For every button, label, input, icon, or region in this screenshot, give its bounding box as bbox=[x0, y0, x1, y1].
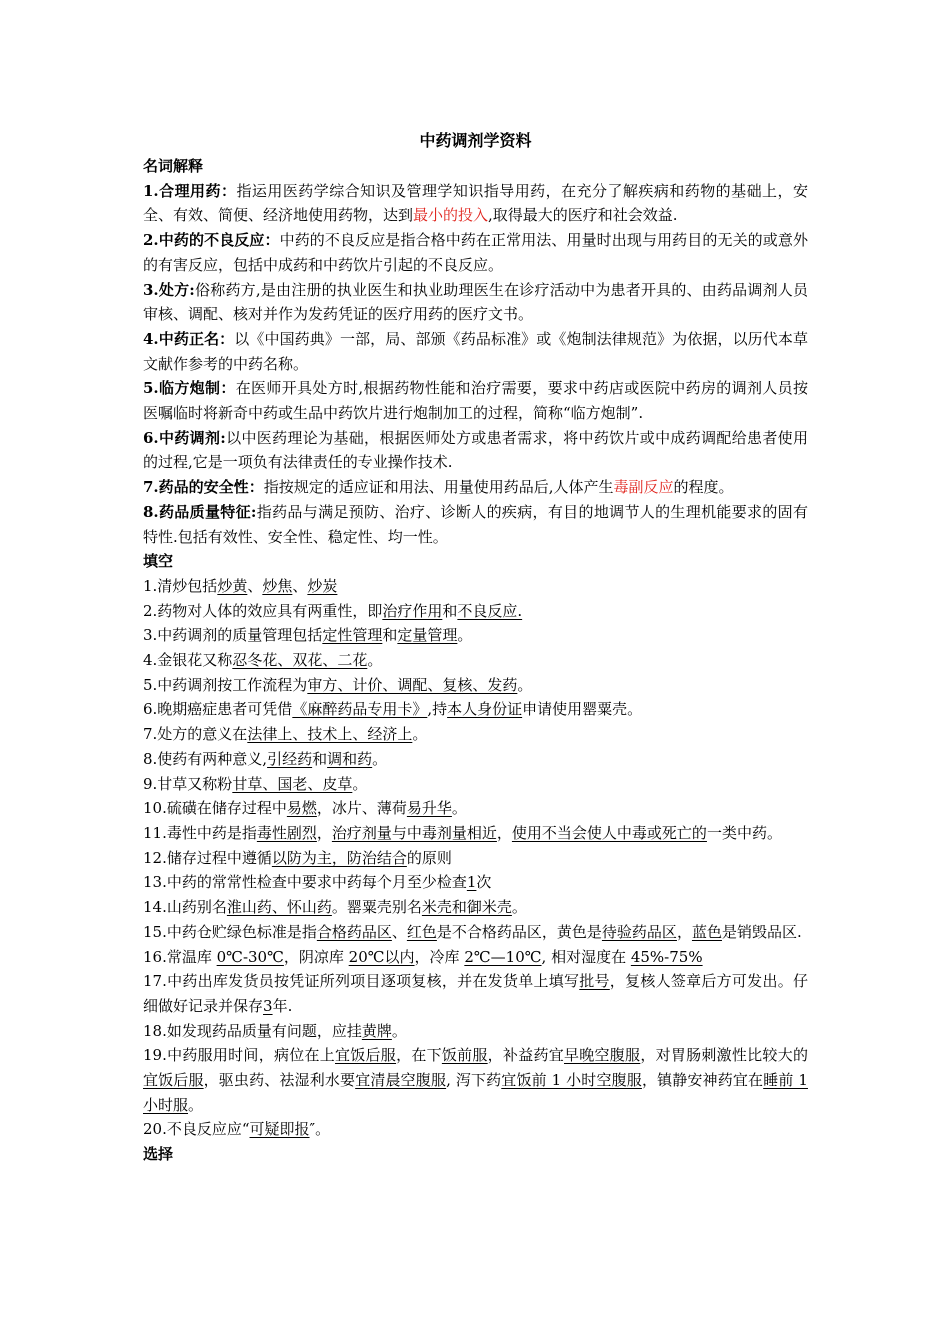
question-text: 的原则 bbox=[406, 848, 452, 867]
question-text: 7.处方的意义在 bbox=[143, 725, 248, 744]
answer-blank: 宜饭后服 bbox=[335, 1046, 397, 1065]
highlight-text: 毒副反应 bbox=[613, 478, 674, 497]
question-text: ，冰片、薄荷 bbox=[316, 799, 407, 818]
definition-term: 8.药品质量特征: bbox=[143, 502, 257, 521]
answer-blank: 定量管理 bbox=[397, 626, 458, 645]
question-text: 是不合格药品区，黄色是 bbox=[436, 922, 602, 941]
definition-text: 俗称药方,是由注册的执业医生和执业助理医生在诊疗活动中为患者开具的、由药品调剂人员审核、调配、核对并作为发药凭证的医疗用药的医疗文书。 bbox=[143, 280, 808, 324]
question-text: 11.毒性中药是指 bbox=[143, 823, 257, 842]
fill-blank-item bbox=[143, 599, 808, 624]
question-text: 12.储存过程中遵循 bbox=[143, 848, 272, 867]
answer-blank: 不良反应. bbox=[457, 601, 523, 620]
answer-blank: 炒黄 bbox=[217, 576, 248, 595]
answer-blank: 治疗剂量与中毒剂量相近 bbox=[331, 823, 497, 842]
definition-text: 在医师开具处方时,根据药物性能和治疗需要，要求中药店或医院中药房的调剂人员按医嘱临时将新奇中药或生品中药饮片进行炮制加工的过程，简称“临方炮制”. bbox=[143, 379, 808, 423]
answer-blank: 炒炭 bbox=[307, 576, 338, 595]
definition-text: 指药品与满足预防、治疗、诊断人的疾病，有目的地调节人的生理机能要求的固有特性.包括有效性、安全性、稳定性、均一性。 bbox=[143, 502, 808, 546]
question-text: ，复核人签章后方可发出。仔细做好记录并保存 bbox=[143, 972, 808, 1015]
answer-blank: 20℃以内 bbox=[348, 947, 415, 966]
question-text: 5.中药调剂按工作流程为 bbox=[143, 675, 308, 694]
question-text: 和 bbox=[312, 749, 328, 768]
question-text: 。 bbox=[372, 749, 388, 768]
answer-blank: 米壳和御米壳 bbox=[421, 898, 512, 917]
definition-term: 2.中药的不良反应： bbox=[143, 231, 280, 250]
definition-item bbox=[143, 228, 808, 277]
question-text: 19.中药服用时间，病位在上 bbox=[143, 1046, 336, 1065]
question-text: 15.中药仓贮绿色标准是指 bbox=[143, 922, 317, 941]
question-text: ，驱虫药、祛湿利水要 bbox=[203, 1071, 356, 1090]
fill-blank-item bbox=[143, 1019, 808, 1044]
fill-blank-item bbox=[143, 722, 808, 747]
question-text: 是销毁品区. bbox=[721, 922, 802, 941]
question-text: ，阴凉库 bbox=[283, 947, 349, 966]
question-text: ，对胃肠刺激性比较大的 bbox=[640, 1046, 808, 1065]
question-text: 、 bbox=[391, 922, 407, 941]
question-text: 17.中药出库发货员按凭证所列项目逐项复核，并在发货单上填写 bbox=[143, 972, 580, 991]
highlight-text: 最小的投入 bbox=[413, 206, 489, 225]
definition-text: 中药的不良反应是指合格中药在正常用法、用量时出现与用药目的无关的或意外的有害反应，包括中成药和中药饮片引起的不良反应。 bbox=[143, 231, 808, 274]
definition-term: 1.合理用药： bbox=[143, 181, 237, 200]
answer-blank: 0℃-30℃ bbox=[216, 947, 284, 966]
question-text: 4.金银花又称 bbox=[143, 651, 233, 670]
answer-blank: 可疑即报 bbox=[249, 1120, 310, 1139]
fill-blank-item bbox=[143, 772, 808, 797]
question-text: 、 bbox=[292, 576, 308, 595]
answer-blank: 忍冬花、双花、二花 bbox=[232, 651, 368, 670]
definition-item: 7.药品的安全性：指按规定的适应证和用法、用量使用药品后,人体产生毒副反应的程度。 bbox=[143, 478, 734, 497]
question-text: 。 bbox=[517, 675, 533, 694]
question-text: 和 bbox=[442, 601, 458, 620]
question-text: 。 bbox=[391, 1021, 407, 1040]
definition-term: 4.中药正名： bbox=[143, 329, 235, 348]
answer-blank: 定性管理 bbox=[322, 626, 383, 645]
answer-blank: 蓝色 bbox=[691, 922, 722, 941]
fill-blank-item bbox=[143, 870, 808, 895]
answer-blank: 1 bbox=[466, 873, 477, 892]
question-text: 。罂粟壳别名 bbox=[331, 898, 422, 917]
answer-blank: 治疗作用 bbox=[382, 601, 443, 620]
question-text: 2.药物对人体的效应具有两重性，即 bbox=[143, 601, 383, 620]
fill-blank-list bbox=[143, 574, 808, 1142]
answer-blank: 待验药品区 bbox=[601, 922, 677, 941]
answer-blank: 淮山药、怀山药 bbox=[226, 898, 332, 917]
question-text: 。 bbox=[367, 651, 383, 670]
answer-blank: 宜饭后服 bbox=[143, 1071, 204, 1090]
definition-item bbox=[143, 376, 808, 425]
question-text: 和 bbox=[382, 626, 398, 645]
answer-blank: 炒焦 bbox=[262, 576, 293, 595]
fill-blank-item bbox=[143, 846, 808, 871]
question-text: , 相对湿度在 bbox=[541, 947, 631, 966]
fill-blank-item bbox=[143, 697, 808, 722]
answer-blank: 引经药 bbox=[267, 749, 313, 768]
question-text: 8.使药有两种意义, bbox=[143, 749, 268, 768]
question-text: ,持 bbox=[427, 700, 448, 719]
question-text: 一类中药。 bbox=[706, 823, 782, 842]
definitions-list bbox=[143, 179, 808, 550]
answer-blank: 以防为主，防治结合 bbox=[271, 848, 407, 867]
definition-term: 5.临方炮制： bbox=[143, 379, 236, 398]
definition-item bbox=[143, 500, 808, 549]
definition-item: 1.合理用药：指运用医药学综合知识及管理学知识指导用药，在充分了解疾病和药物的基础上，安全、有效、简便、经济地使用药物，达到最小的投入,取得最大的医疗和社会效益. bbox=[143, 181, 808, 225]
answer-blank: 早晚空腹服 bbox=[564, 1046, 641, 1065]
definition-item bbox=[143, 278, 808, 327]
question-text: 16.常温库 bbox=[143, 947, 217, 966]
fill-blank-item bbox=[143, 920, 808, 945]
fill-blank-item bbox=[143, 747, 808, 772]
definition-item bbox=[143, 327, 808, 376]
definition-item bbox=[143, 426, 808, 475]
question-text: 。 bbox=[511, 898, 527, 917]
question-text: 年. bbox=[272, 996, 293, 1015]
document-title: 中药调剂学资料 bbox=[419, 131, 532, 150]
definition-text: 指运用医药学综合知识及管理学知识指导用药，在充分了解疾病和药物的基础上，安全、有效、简便、经济地使用药物，达到 bbox=[143, 181, 808, 225]
fill-blank-item bbox=[143, 648, 808, 673]
answer-blank: 本人身份证 bbox=[447, 700, 523, 719]
fill-blank-item bbox=[143, 821, 808, 846]
answer-blank: 宜饭前 1 小时空腹服 bbox=[501, 1071, 642, 1090]
question-text: 。 bbox=[352, 774, 368, 793]
answer-blank: 黄牌 bbox=[361, 1021, 392, 1040]
definition-term: 3.处方: bbox=[143, 280, 195, 299]
question-text: ，镇静安神药宜在 bbox=[641, 1071, 764, 1090]
section-heading-fill: 填空 bbox=[143, 552, 174, 571]
question-text: 13.中药的常常性检查中要求中药每个月至少检查 bbox=[143, 873, 467, 892]
question-text: 、 bbox=[247, 576, 263, 595]
fill-blank-item bbox=[143, 623, 808, 648]
fill-blank-item bbox=[143, 895, 808, 920]
definition-text: 指按规定的适应证和用法、用量使用药品后,人体产生 bbox=[263, 478, 614, 497]
question-text: 申请使用罂粟壳。 bbox=[522, 700, 643, 719]
question-text: ， bbox=[496, 823, 512, 842]
answer-blank: 易升华 bbox=[406, 799, 452, 818]
answer-blank: 使用不当会使人中毒或死亡的 bbox=[511, 823, 707, 842]
fill-blank-item bbox=[143, 1117, 808, 1142]
answer-blank: 饭前服 bbox=[441, 1046, 488, 1065]
question-text: 6.晚期癌症患者可凭借 bbox=[143, 700, 293, 719]
question-text: 10.硫磺在储存过程中 bbox=[143, 799, 287, 818]
question-text: ，在下 bbox=[396, 1046, 442, 1065]
question-text: 。 bbox=[412, 725, 428, 744]
question-text: 9.甘草又称粉 bbox=[143, 774, 233, 793]
fill-blank-item bbox=[143, 969, 808, 1018]
answer-blank: 45%-75% bbox=[630, 947, 703, 966]
answer-blank: 2℃—10℃ bbox=[464, 947, 542, 966]
question-text: 。 bbox=[188, 1095, 204, 1114]
question-text: ， bbox=[676, 922, 692, 941]
definition-term: 6.中药调剂: bbox=[143, 428, 226, 447]
answer-blank: 毒性剧烈 bbox=[256, 823, 317, 842]
question-text: 。 bbox=[457, 626, 473, 645]
answer-blank: 易燃 bbox=[286, 799, 317, 818]
definition-text: 以《中国药典》一部，局、部颁《药品标准》或《炮制法律规范》为依据，以历代本草文献作参考的中药名称。 bbox=[143, 329, 808, 373]
answer-blank: 法律上、技术上、经济上 bbox=[247, 725, 413, 744]
answer-blank: 宜清晨空腹服 bbox=[355, 1071, 447, 1090]
question-text: 3.中药调剂的质量管理包括 bbox=[143, 626, 323, 645]
question-text: 18.如发现药品质量有问题，应挂 bbox=[143, 1021, 362, 1040]
fill-blank-item bbox=[143, 574, 808, 599]
question-text: 20.不良反应应“ bbox=[143, 1120, 250, 1139]
question-text: , 泻下药 bbox=[446, 1071, 502, 1090]
answer-blank: 合格药品区 bbox=[316, 922, 392, 941]
answer-blank: 红色 bbox=[406, 922, 437, 941]
answer-blank: 《麻醉药品专用卡》 bbox=[292, 700, 428, 719]
fill-blank-item bbox=[143, 673, 808, 698]
definition-term: 7.药品的安全性： bbox=[143, 478, 264, 497]
fill-blank-item bbox=[143, 945, 808, 970]
definition-text: 以中医药理论为基础，根据医师处方或患者需求，将中药饮片或中成药调配给患者使用的过程,它是一项负有法律责任的专业操作技术. bbox=[143, 428, 808, 472]
fill-blank-item bbox=[143, 1043, 808, 1117]
question-text: 1.清炒包括 bbox=[143, 576, 218, 595]
question-text: ″。 bbox=[309, 1120, 331, 1139]
answer-blank: 调和药 bbox=[327, 749, 373, 768]
answer-blank: 3 bbox=[263, 996, 273, 1015]
answer-blank: 审方、计价、调配、复核、发药 bbox=[307, 675, 518, 694]
question-text: 。 bbox=[451, 799, 467, 818]
question-text: ，冷库 bbox=[414, 947, 465, 966]
answer-blank: 睡前 1 小时服 bbox=[143, 1071, 808, 1114]
section-heading-choice: 选择 bbox=[143, 1145, 174, 1164]
fill-blank-item bbox=[143, 796, 808, 821]
question-text: 14.山药别名 bbox=[143, 898, 227, 917]
answer-blank: 甘草、国老、皮草 bbox=[232, 774, 353, 793]
document-page bbox=[143, 124, 808, 1167]
section-heading-definitions: 名词解释 bbox=[143, 157, 204, 175]
answer-blank: 批号 bbox=[579, 972, 610, 991]
question-text: 次 bbox=[476, 873, 492, 892]
question-text: ，补益药宜 bbox=[487, 1046, 564, 1065]
question-text: ， bbox=[316, 823, 332, 842]
